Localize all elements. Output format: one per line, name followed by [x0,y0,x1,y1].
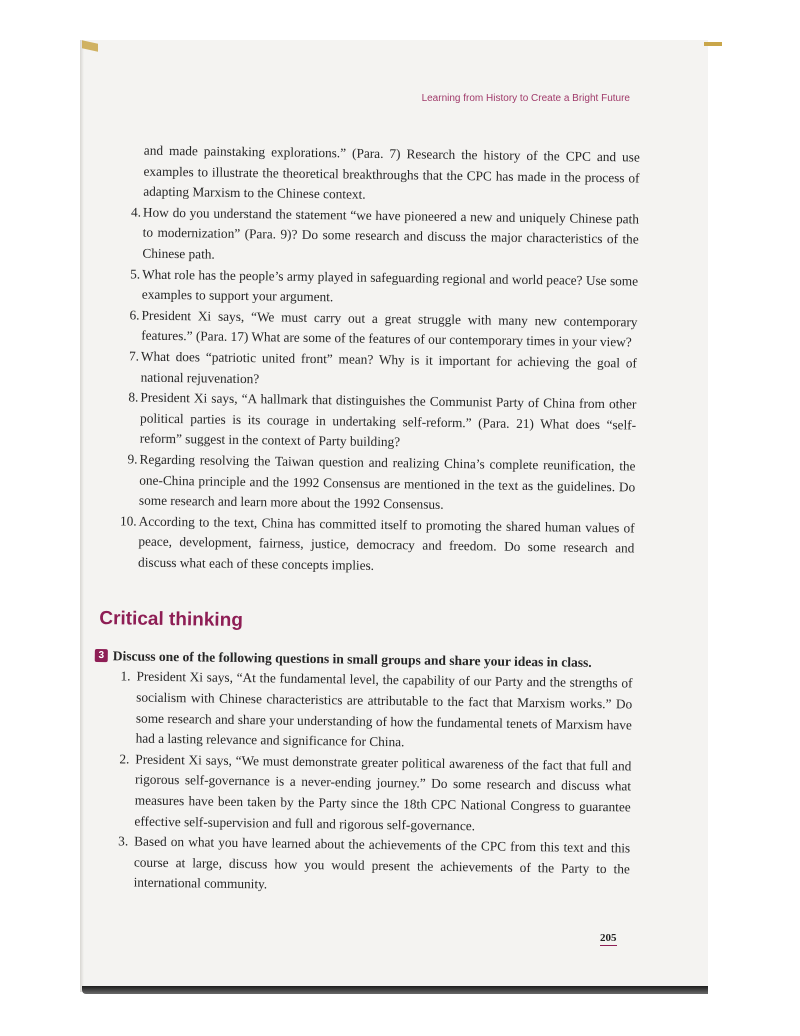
question-item [96,387,637,456]
discussion-text: President Xi says, “We must demonstrate greater political awareness of the fact that full and rigorous self-governance is a never-ending journey.” Do some research and discuss what measures have been taken by the Party since the 18th CPC National Congress to guarantee effective self-supervision and full and rigorous self-governance. [134,751,632,833]
section-title: Critical thinking [99,608,244,632]
discussion-number: 2. [119,751,130,767]
discussion-item [91,666,632,756]
discussion-item [89,831,630,900]
discussion-item [90,749,631,839]
question-text: What role has the people’s army played in safeguarding regional and world peace? Use some examples to support your argument. [141,266,639,305]
question-number: 5. [130,265,141,282]
question-item [95,449,636,518]
question-text: How do you understand the statement “we have pioneered a new and uniquely Chinese path to modernization” (Para. 9)? Do some research and discuss the major characteristics of the Chinese path. [142,204,640,262]
running-header: Learning from History to Create a Bright Future [421,93,630,104]
discussion-text: Based on what you have learned about the achievements of the CPC from this text and this course at large, discuss how you would present the achievements of the Party to the international community. [133,833,631,892]
page-bottom-edge [82,986,708,994]
page-gutter-shadow [80,40,84,992]
question-text: What does “patriotic united front” mean? Why is it important for achieving the goal of national rejuvenation? [140,348,638,386]
question-number: 10. [119,513,137,529]
page-edge-tab [704,42,722,46]
question-number: 7. [128,348,140,364]
question-number: 8. [128,389,139,405]
page-number: 205 [600,932,617,944]
question-number: 4. [130,204,142,220]
instruction-text: Discuss one of the following questions in small groups and share your ideas in class. [112,648,592,671]
question-number: 6. [129,307,140,323]
question-number: 9. [127,451,138,467]
page-content [89,140,639,900]
question-text: According to the text, China has committed itself to promoting the shared human values of peace, development, fairness, justice, democracy and freedom. Do some research and discuss what each of these concepts implies. [138,513,635,573]
discussion-number: 1. [120,668,131,684]
exercise-number-badge: 3 [95,649,108,662]
question-text: Regarding resolving the Taiwan question and realizing China’s complete reunification, the one-China principle and the 1992 Consensus are mentioned in the text as the guidelines. Do some research and learn more about the 1992 Consensus. [138,451,636,512]
question-item [94,511,635,580]
question-item [98,202,639,271]
question-text: President Xi says, “A hallmark that distinguishes the Communist Party of China from other political parties is its courage in undertaking self-reform.” (Para. 21) What does “self-reform” suggest in the context of Party building? [139,389,637,450]
discussion-number: 3. [118,833,129,849]
question-3-continuation: and made painstaking explorations.” (Para. 7) Research the history of the CPC and use examples to illustrate the theoretical breakthroughs that the CPC has made in the process of adapting Marxism to the Chinese context. [143,142,640,202]
question-text: President Xi says, “We must carry out a great struggle with many new contemporary features.” (Para. 17) What are some of the features of our contemporary times in your view? [141,307,638,350]
discussion-text: President Xi says, “At the fundamental level, the capability of our Party and the strengths of socialism with Chinese characteristics are attributable to the fact that Marxism works.” Do some research and share your understanding of how the fundamental tenets of Marxism have had a lasting relevance and significance for China. [135,669,633,750]
